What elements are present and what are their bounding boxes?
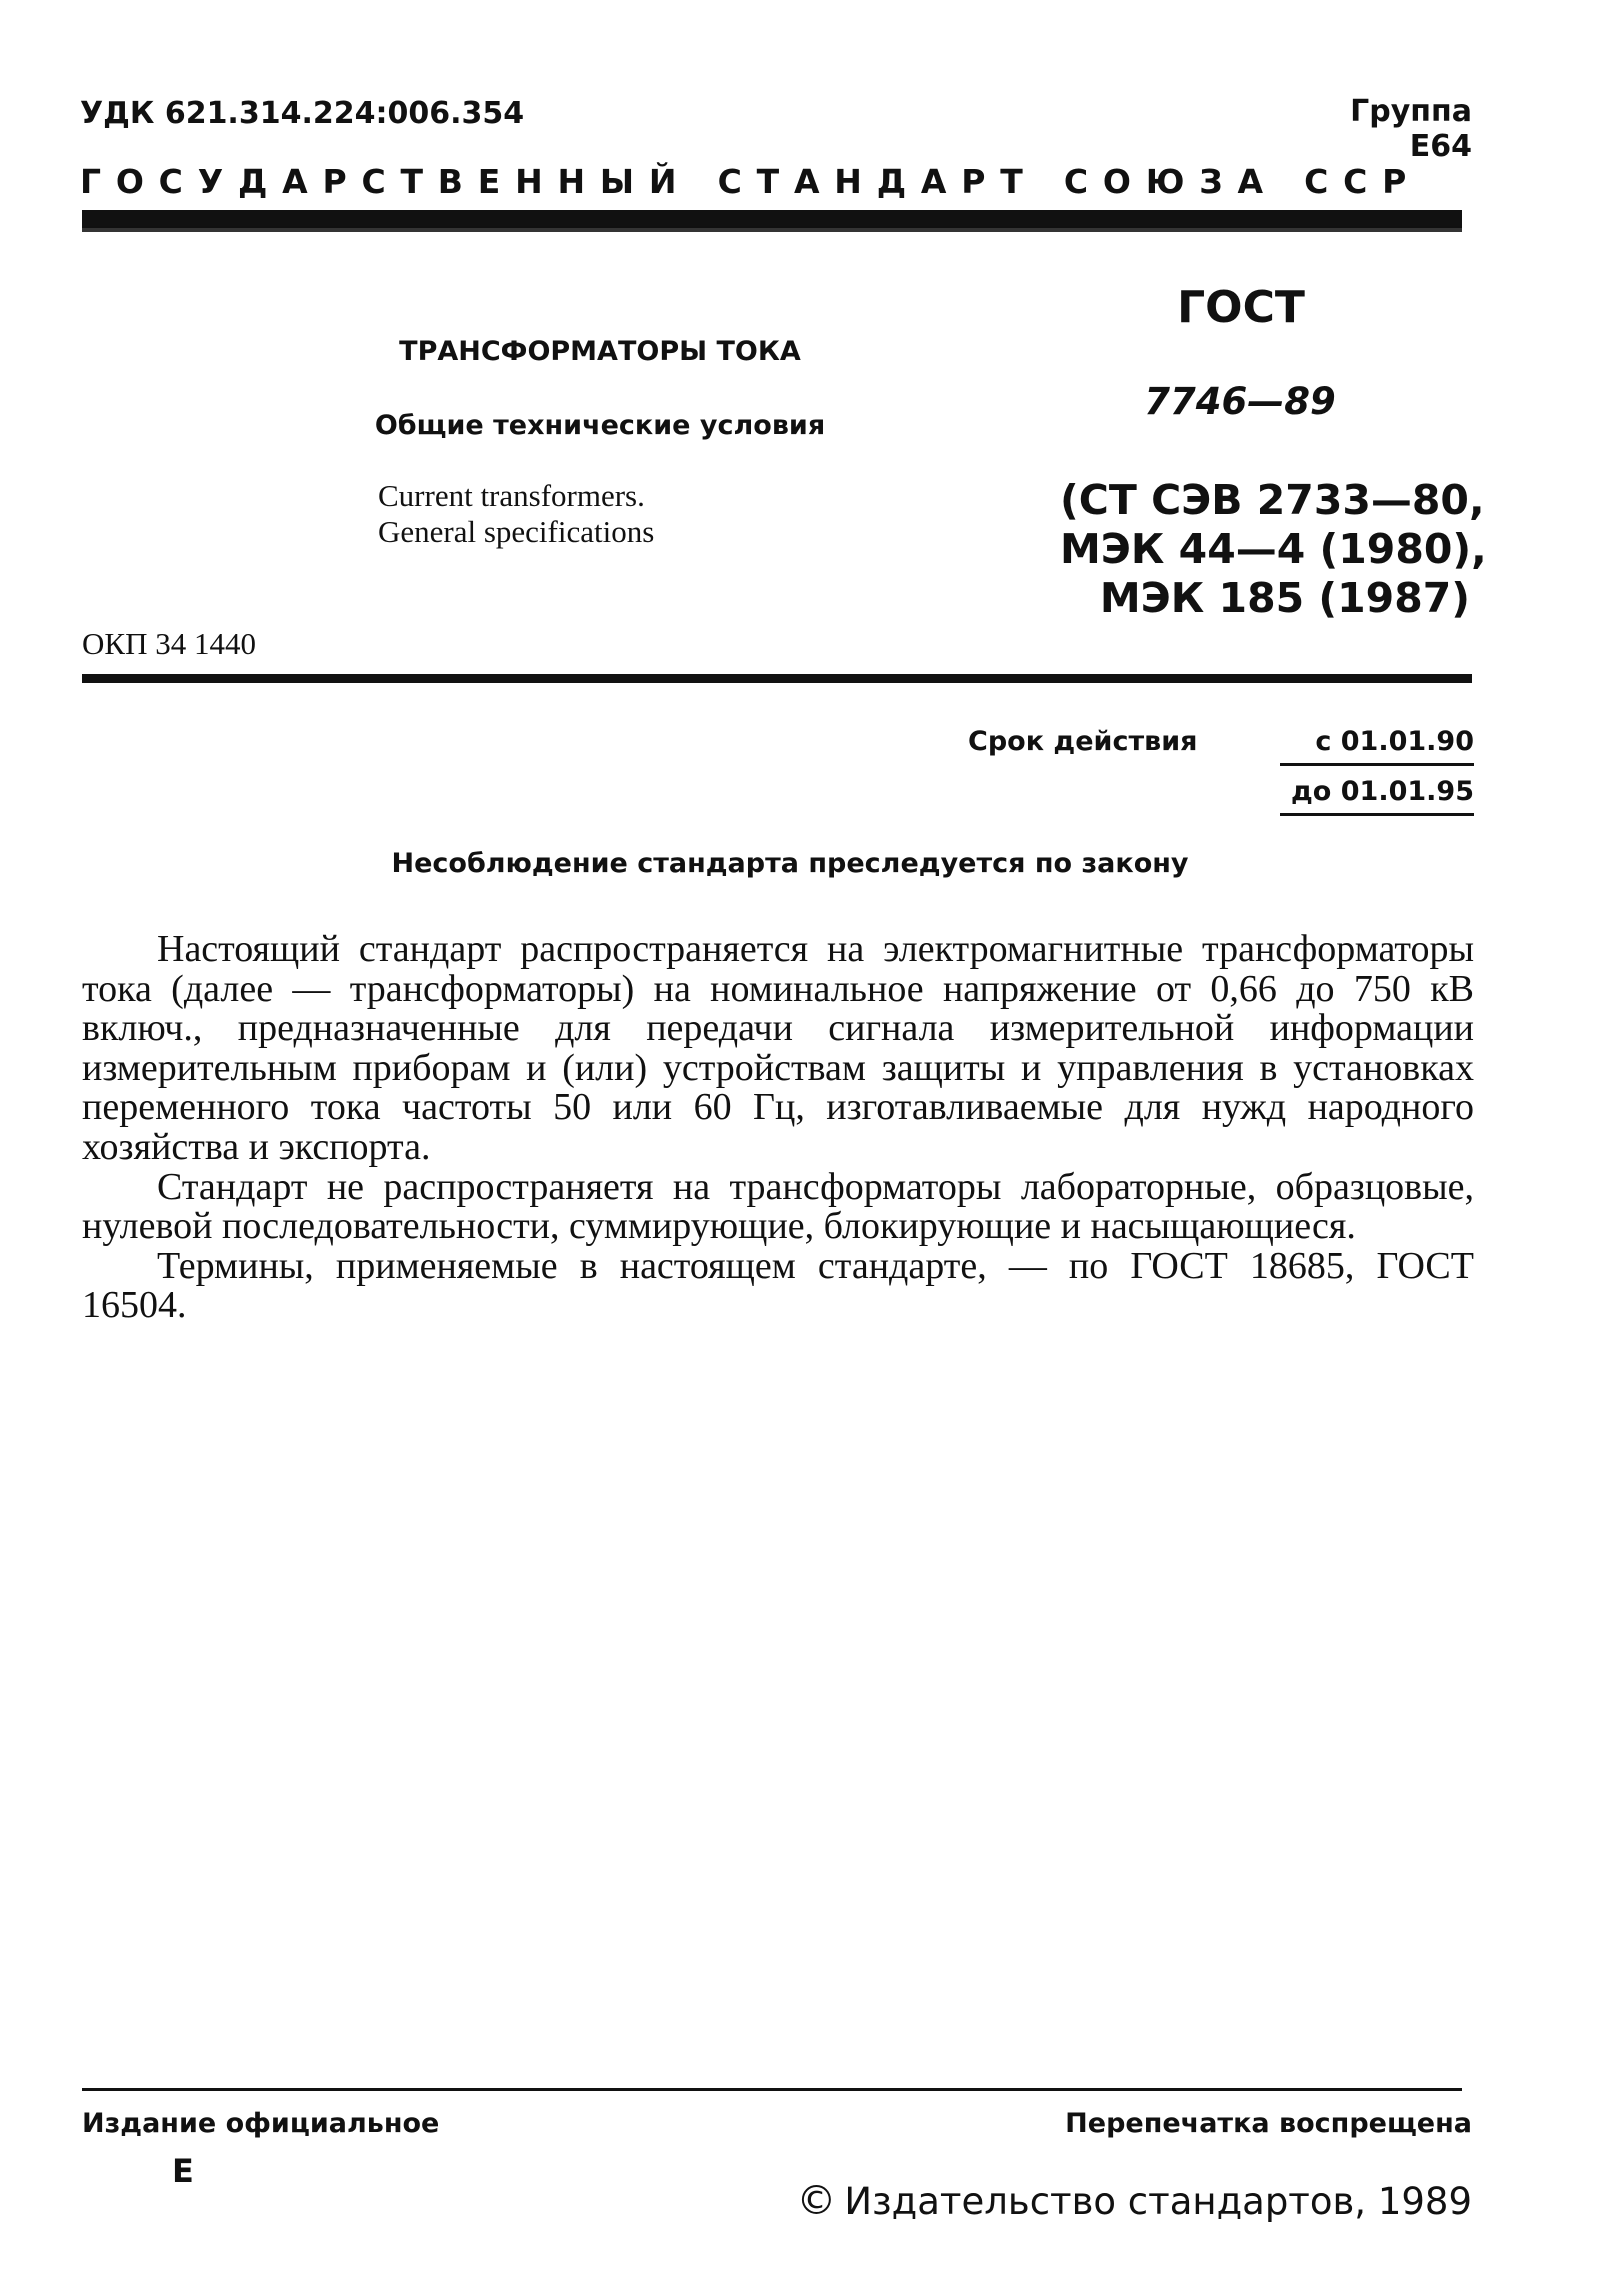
group-code: Группа Е64 xyxy=(1350,94,1472,164)
body-text xyxy=(82,930,1474,1326)
gost-label: ГОСТ xyxy=(1177,282,1305,333)
law-notice: Несоблюдение стандарта преследуется по закону xyxy=(391,848,1189,879)
reprint-notice: Перепечатка воспрещена xyxy=(1065,2108,1472,2139)
gost-number: 7746—89 xyxy=(1144,380,1336,423)
validity-underline xyxy=(1280,763,1474,766)
publisher-name: Издательство стандартов, 1989 xyxy=(844,2180,1472,2223)
validity-underline xyxy=(1280,813,1474,816)
document-title: ТРАНСФОРМАТОРЫ ТОКА xyxy=(399,336,801,367)
edition-label: Издание официальное xyxy=(82,2108,440,2139)
footer-rule xyxy=(82,2088,1462,2091)
harmonized-line: МЭК 185 (1987) xyxy=(1099,574,1470,622)
harmonized-line: МЭК 44—4 (1980), xyxy=(1060,525,1487,573)
validity-from: с 01.01.90 xyxy=(1315,726,1474,757)
publisher-line xyxy=(770,2178,1472,2224)
copyright-icon: © xyxy=(796,2178,837,2224)
body-paragraph: Настоящий стандарт распространяется на электромагнитные трансформаторы тока (далее — трансформаторы) на номинальное напряжение от 0,66 до 750 кВ включ., предназначенные для передачи сигнала измерительной информации измерительным приборам и (или) устройствам защиты и управления в установках переменного тока частоты 50 или 60 Гц, изготавливаемые для нужд народного хозяйства и экспорта. xyxy=(82,928,1474,1168)
state-standard-banner: ГОСУДАРСТВЕННЫЙ СТАНДАРТ СОЮЗА ССР xyxy=(80,162,1422,201)
header-rule-secondary xyxy=(82,226,1462,232)
section-rule xyxy=(82,674,1472,683)
validity-label: Срок действия xyxy=(968,726,1198,757)
english-title-line: General specifications xyxy=(378,514,655,549)
document-subtitle: Общие технические условия xyxy=(374,410,826,441)
udk-code: УДК 621.314.224:006.354 xyxy=(80,96,525,131)
english-title xyxy=(378,478,654,550)
harmonized-line: (СТ СЭВ 2733—80, xyxy=(1060,476,1485,524)
body-paragraph: Термины, применяемые в настоящем стандарте, — по ГОСТ 18685, ГОСТ 16504. xyxy=(82,1244,1474,1327)
okp-code: ОКП 34 1440 xyxy=(82,626,256,661)
body-paragraph: Стандарт не распространяетя на трансформаторы лабораторные, образцовые, нулевой последовательности, суммирующие, блокирующие и насыщающиеся. xyxy=(82,1165,1474,1248)
edition-letter: Е xyxy=(172,2152,194,2190)
english-title-line: Current transformers. xyxy=(378,478,645,513)
validity-to: до 01.01.95 xyxy=(1291,776,1474,807)
harmonized-standards xyxy=(1060,476,1487,623)
